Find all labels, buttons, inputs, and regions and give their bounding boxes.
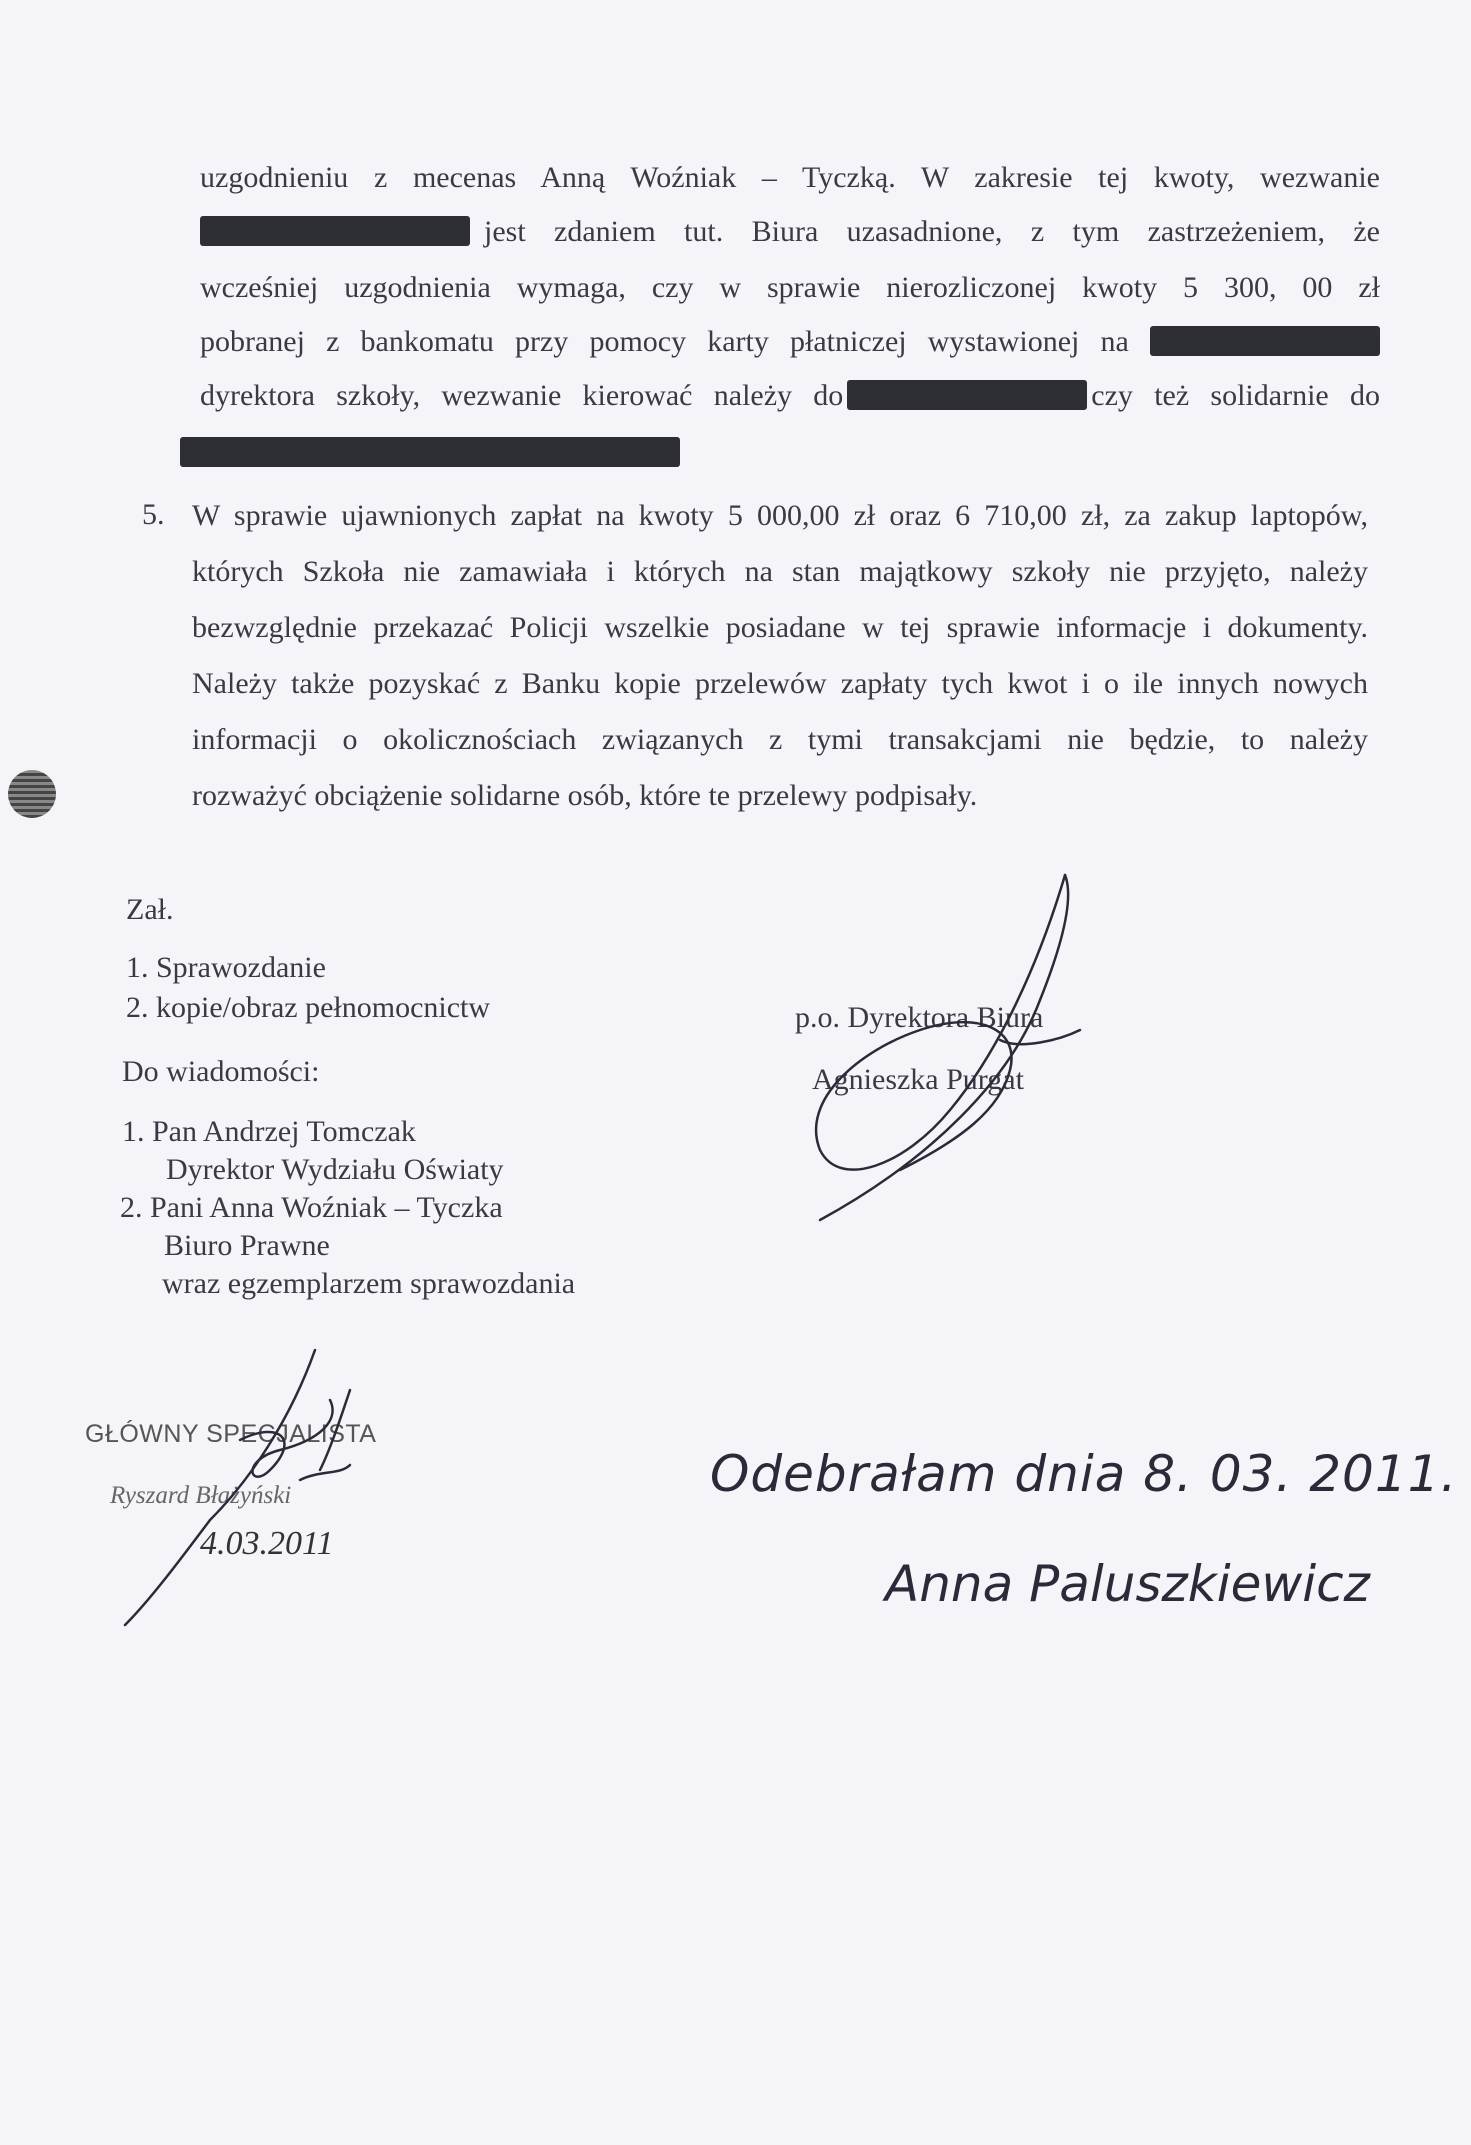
item-5-line: W sprawie ujawnionych zapłat na kwoty 5 000,00 zł oraz 6 710,00 zł, za zakup laptopów, — [192, 499, 1368, 532]
paragraph-4-line-4: pobranej z bankomatu przy pomocy karty płatniczej wystawionej na — [200, 324, 1380, 360]
paragraph-4-line-6 — [180, 436, 680, 470]
item-5-line: rozważyć obciążenie solidarne osób, które te przelewy podpisały. — [192, 779, 978, 812]
signatory-name: Agnieszka Purgat — [812, 1063, 1024, 1096]
attachment-item: 2. kopie/obraz pełnomocnictw — [126, 991, 491, 1024]
recipient-line: wraz egzemplarzem sprawozdania — [162, 1267, 576, 1300]
recipients-label: Do wiadomości: — [122, 1055, 320, 1088]
attachment-item: 1. Sprawozdanie — [126, 951, 326, 984]
attachments-label: Zał. — [126, 893, 174, 926]
recipient-line: 1. Pan Andrzej Tomczak — [122, 1115, 416, 1148]
stamp-heading: GŁÓWNY SPECJALISTA — [85, 1420, 377, 1448]
redaction-block — [180, 437, 680, 467]
redaction-block — [1150, 326, 1380, 356]
paragraph-4-line-1: uzgodnieniu z mecenas Anną Woźniak – Tyczką. W zakresie tej kwoty, wezwanie — [200, 161, 1380, 194]
item-5-line: Należy także pozyskać z Banku kopie przelewów zapłaty tych kwot i o ile innych nowych — [192, 667, 1368, 700]
redaction-block — [200, 216, 470, 246]
paragraph-4-line-3: wcześniej uzgodnienia wymaga, czy w sprawie nierozliczonej kwoty 5 300, 00 zł — [200, 271, 1380, 304]
redaction-block — [847, 380, 1087, 410]
item-5-number: 5. — [142, 498, 165, 531]
paragraph-4-line-2: jest zdaniem tut. Biura uzasadnione, z tym zastrzeżeniem, że — [200, 214, 1380, 250]
stamp-date: 4.03.2011 — [200, 1525, 334, 1562]
item-5-line: których Szkoła nie zamawiała i których na stan majątkowy szkoły nie przyjęto, należy — [192, 555, 1368, 588]
recipient-line: Dyrektor Wydziału Oświaty — [166, 1153, 504, 1186]
recipient-line: Biuro Prawne — [164, 1229, 330, 1262]
item-5-line: informacji o okolicznościach związanych z tymi transakcjami nie będzie, to należy — [192, 723, 1368, 756]
director-signature — [816, 875, 1080, 1220]
receipt-note-line-2: Anna Paluszkiewicz — [885, 1555, 1370, 1613]
signatory-role: p.o. Dyrektora Biura — [795, 1001, 1044, 1034]
punch-hole-mark — [8, 770, 56, 818]
receipt-note-line-1: Odebrałam dnia 8. 03. 2011. — [710, 1445, 1458, 1503]
paragraph-4-line-5: dyrektora szkoły, wezwanie kierować należy do czy też solidarnie do — [200, 379, 1380, 412]
item-5-line: bezwzględnie przekazać Policji wszelkie posiadane w tej sprawie informacje i dokumenty. — [192, 611, 1368, 644]
recipient-line: 2. Pani Anna Woźniak – Tyczka — [120, 1191, 503, 1224]
stamp-name: Ryszard Błażyński — [110, 1482, 292, 1509]
